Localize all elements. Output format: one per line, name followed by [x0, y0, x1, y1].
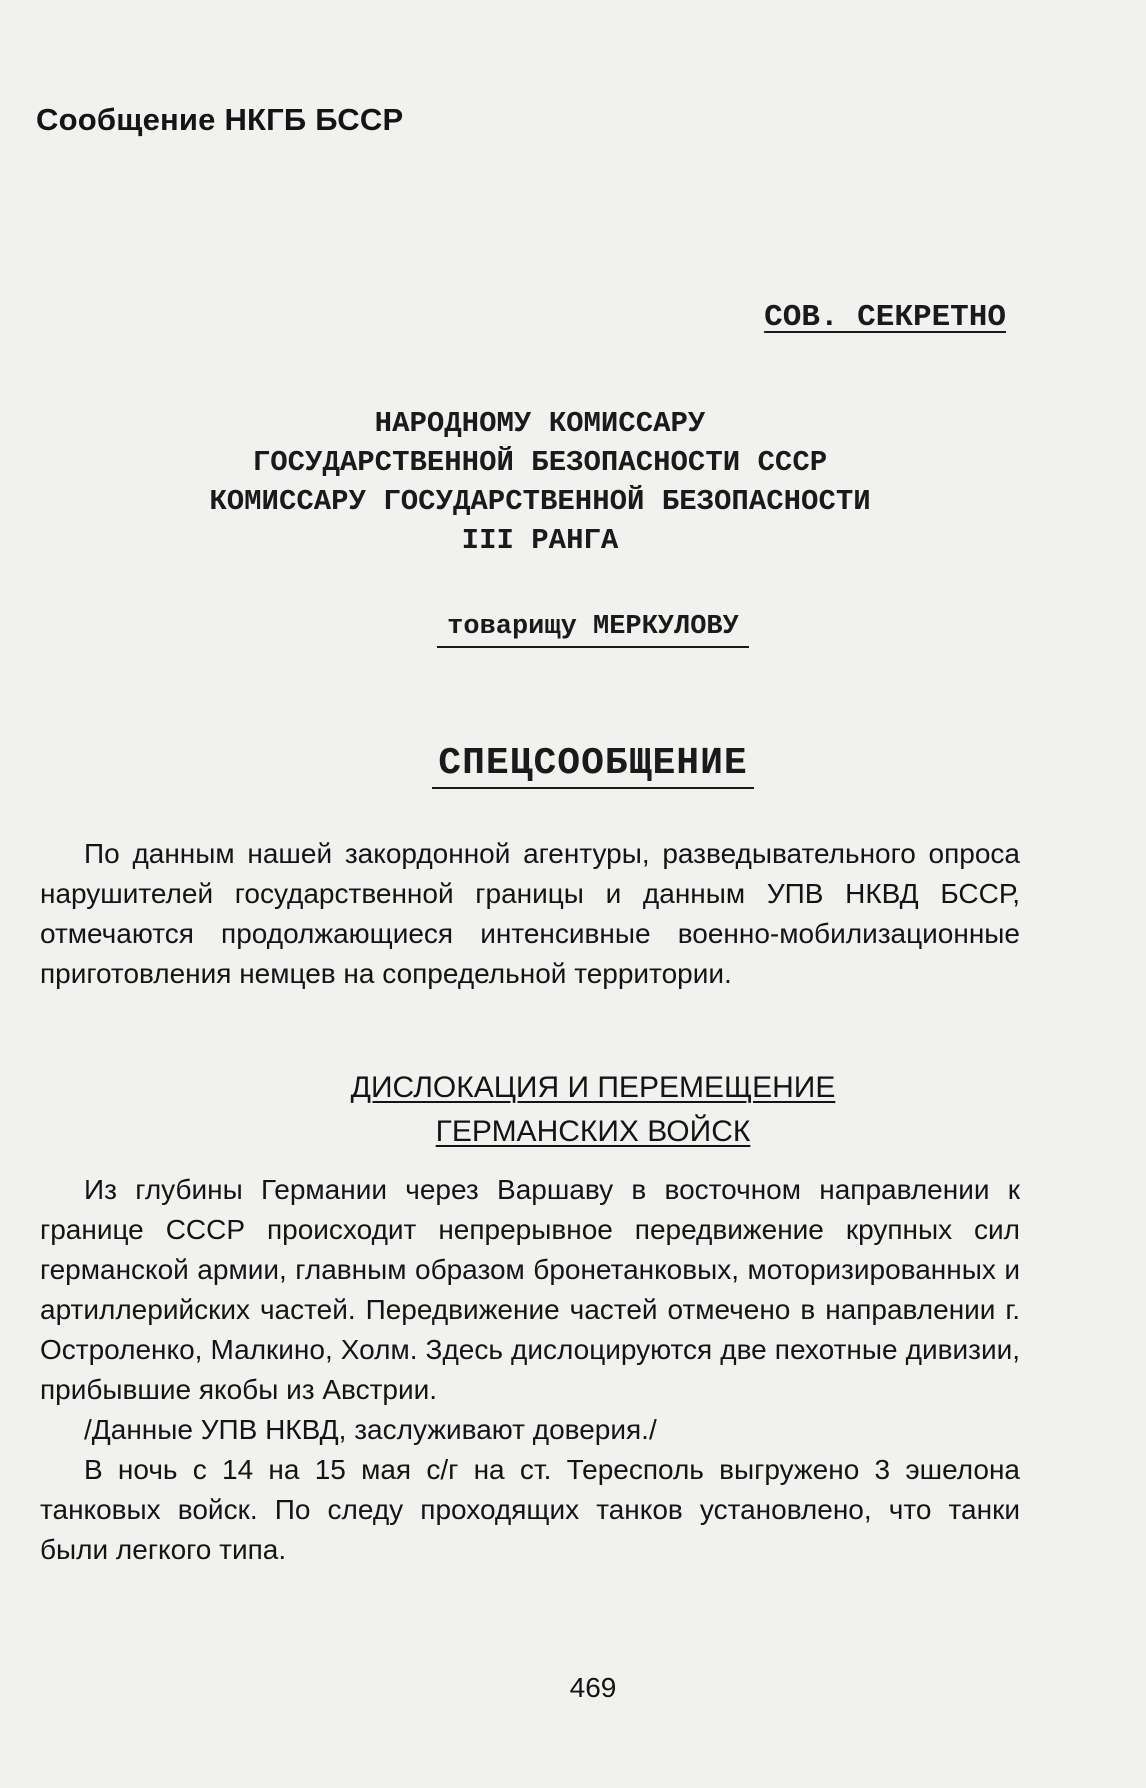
addressee-line: III РАНГА — [461, 524, 619, 557]
document-title-text: СПЕЦСООБЩЕНИЕ — [432, 742, 753, 789]
section-heading-line: ДИСЛОКАЦИЯ И ПЕРЕМЕЩЕНИЕ — [350, 1071, 836, 1104]
addressee-block — [40, 404, 1040, 560]
intro-paragraph: По данным нашей закордонной агентуры, разведывательного опроса нарушителей государственной границы и данным УПВ НКВД БССР, отмечаются продолжающиеся интенсивные военно-мобилизационные приготовления немцев на сопредельной территории. — [40, 838, 1020, 989]
intro-section — [40, 834, 1020, 994]
body-paragraph: Из глубины Германии через Варшаву в восточном направлении к границе СССР происходит непрерывное передвижение крупных сил германской армии, главным образом бронетанковых, моторизированных и артиллерийских частей. Передвижение частей отмечено в направлении г. Остроленко, Малкино, Холм. Здесь дислоцируются две пехотные дивизии, прибывшие якобы из Австрии. — [40, 1174, 1020, 1405]
section-heading-line: ГЕРМАНСКИХ ВОЙСК — [435, 1115, 751, 1148]
recipient-name — [0, 612, 1146, 648]
recipient-name-text: товарищу МЕРКУЛОВУ — [437, 612, 749, 648]
addressee-line: НАРОДНОМУ КОМИССАРУ — [374, 407, 706, 440]
document-title — [0, 742, 1146, 789]
addressee-line: ГОСУДАРСТВЕННОЙ БЕЗОПАСНОСТИ СССР — [252, 446, 828, 479]
body-paragraph: /Данные УПВ НКВД, заслуживают доверия./ — [84, 1414, 657, 1445]
classification-stamp: СОВ. СЕКРЕТНО — [764, 300, 1006, 335]
running-head: Сообщение НКГБ БССР — [36, 102, 404, 137]
body-paragraph: В ночь с 14 на 15 мая с/г на ст. Тересполь выгружено 3 эшелона танковых войск. По следу проходящих танков установлено, что танки были легкого типа. — [40, 1454, 1020, 1565]
main-text — [40, 1170, 1020, 1570]
addressee-line: КОМИССАРУ ГОСУДАРСТВЕННОЙ БЕЗОПАСНОСТИ — [209, 485, 871, 518]
section-heading — [0, 1066, 1146, 1154]
page-number: 469 — [569, 1672, 617, 1703]
